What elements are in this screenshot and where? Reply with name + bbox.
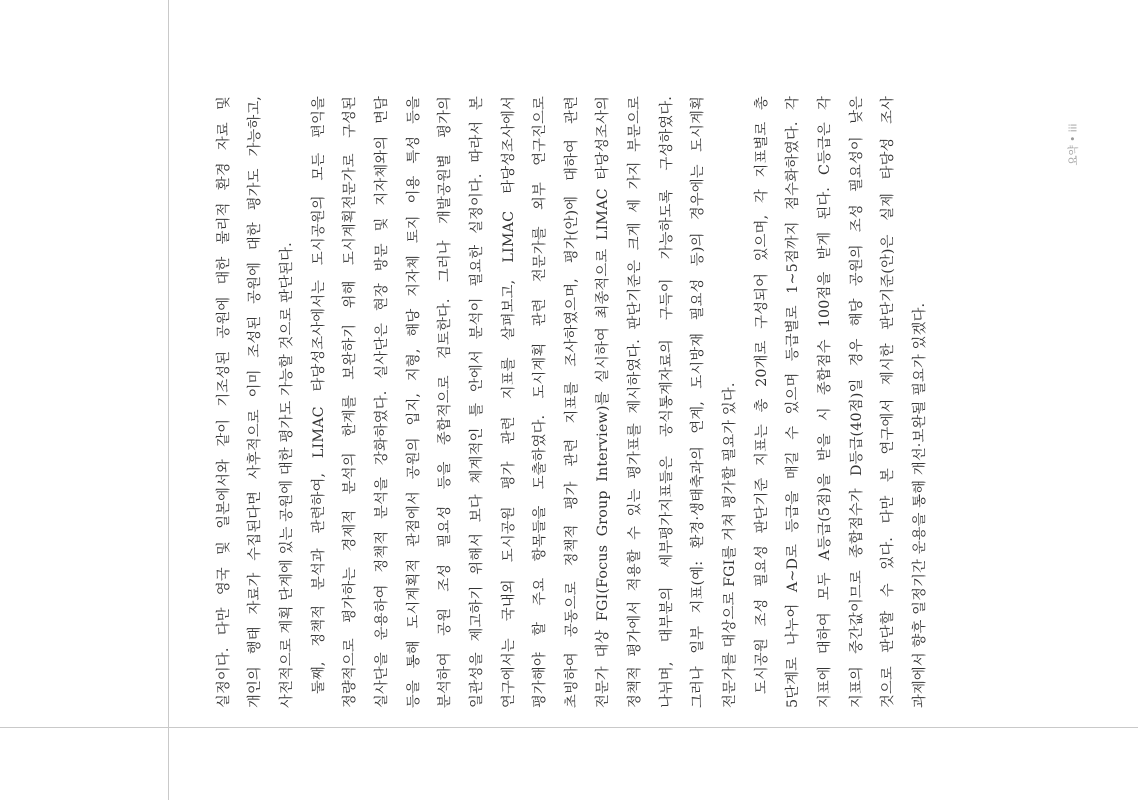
- text-line-content: 사전적으로 계획 단계에 있는 공원에 대한 평가도 가능할 것으로 판단된다.: [279, 242, 296, 708]
- text-line: [714, 96, 746, 708]
- text-line: [809, 96, 841, 708]
- text-line: [651, 96, 683, 708]
- text-line-content: 과제에서 향후 일정기간 운용을 통해 개선·보완될 필요가 있겠다.: [911, 302, 928, 708]
- text-line-content: 실정이다. 다만 영국 및 일본에서와 같이 기조성된 공원에 대한 물리적 환경 자료 및: [215, 96, 232, 708]
- text-line-content: 정책적 평가에서 적용할 수 있는 평가표를 제시하였다. 판단기준은 크게 세 가지 부문으로: [627, 96, 644, 708]
- text-line: [619, 96, 651, 708]
- text-line-content: 정량적으로 평가하는 경제적 분석의 한계를 보완하기 위해 도시계획전문가로 구성된: [342, 96, 359, 708]
- text-line: [208, 96, 240, 708]
- text-line-content: 5단계로 나누어 A~D로 등급을 매길 수 있으며 등급별로 1~5점까지 점수화하였다. 각: [785, 96, 802, 708]
- page-number: [1060, 122, 1086, 166]
- gutter-horizontal-rule: [0, 727, 1138, 728]
- text-line: [461, 96, 493, 708]
- text-line-content: 그러나 일부 지표(예: 환경·생태축과의 연계, 도시방재 필요성 등)의 경우에는 도시계획: [690, 96, 707, 708]
- text-line: [303, 96, 335, 708]
- page-number-label: 요약 • iii: [1067, 123, 1080, 165]
- text-line-content: 도시공원 조성 필요성 판단기준 지표는 총 20개로 구성되어 있으며, 각 지표별로 총: [753, 96, 770, 694]
- gutter-vertical-rule: [168, 0, 169, 800]
- text-line: [493, 96, 525, 708]
- text-line-content: 전문가 대상 FGI(Focus Group Interview)를 실시하여 최종적으로 LIMAC 타당성조사의: [595, 96, 612, 708]
- text-line: [335, 96, 367, 708]
- text-line: [588, 96, 620, 708]
- text-line: [683, 96, 715, 708]
- text-line: [366, 96, 398, 708]
- text-line-content: 실사단을 운용하여 정책적 분석을 강화하였다. 실사단은 현장 방문 및 지자체와의 면담: [374, 96, 390, 708]
- text-line: [524, 96, 556, 708]
- text-line-content: 등을 통해 도시계획적 관점에서 공원의 입지, 지형, 해당 지자체 토지 이용 특성 등을: [405, 96, 422, 708]
- text-line-content: 나뉘며, 대부분의 세부평가지표들은 공식통계자료의 구득이 가능하도록 구성하였다.: [658, 96, 675, 708]
- text-line-content: 전문가를 대상으로 FGI를 거쳐 평가할 필요가 있다.: [722, 382, 739, 708]
- text-line-content: 분석하여 공원 조성 필요성 등을 종합적으로 검토한다. 그러나 개발공원별 평가의: [437, 96, 454, 708]
- text-line: [872, 96, 904, 708]
- text-line-content: 둘째, 정책적 분석과 관련하여, LIMAC 타당성조사에서는 도시공원의 모든 편익을: [310, 96, 327, 694]
- text-line-content: 연구에서는 국내외 도시공원 평가 관련 지표를 살펴보고, LIMAC 타당성조사에서: [500, 96, 517, 708]
- text-line-content: 초빙하여 공동으로 정책적 평가 관련 지표를 조사하였으며, 평가(안)에 대하여 관련: [563, 96, 580, 708]
- text-line: [841, 96, 873, 708]
- text-line: [429, 96, 461, 708]
- text-line-content: 지표의 중간값이므로 종합점수가 D등급(40점)일 경우 해당 공원의 조성 필요성이 낮은: [848, 96, 865, 708]
- text-line-content: 개인의 행태 자료가 수집된다면 사후적으로 이미 조성된 공원에 대한 평가도 가능하고,: [247, 96, 264, 708]
- text-line-content: 지표에 대하여 모두 A등급(5점)을 받을 시 종합점수 100점을 받게 된다. C등급은 각: [816, 96, 833, 708]
- text-line-content: 평가해야 할 주요 항목들을 도출하였다. 도시계획 관련 전문가를 외부 연구진으로: [532, 96, 549, 708]
- text-line: [746, 96, 778, 708]
- text-line: [778, 96, 810, 708]
- text-line: [556, 96, 588, 708]
- text-line: [271, 96, 303, 708]
- text-line: [398, 96, 430, 708]
- text-line: [904, 96, 936, 708]
- text-line-content: 것으로 판단할 수 있다. 다만 본 연구에서 제시한 판단기준(안)은 실제 타당성 조사: [880, 96, 897, 708]
- body-text: [208, 96, 928, 708]
- text-line-content: 일관성을 제고하기 위해서 보다 체계적인 틀 안에서 분석이 필요한 실정이다. 따라서 본: [468, 96, 485, 708]
- text-line: [240, 96, 272, 708]
